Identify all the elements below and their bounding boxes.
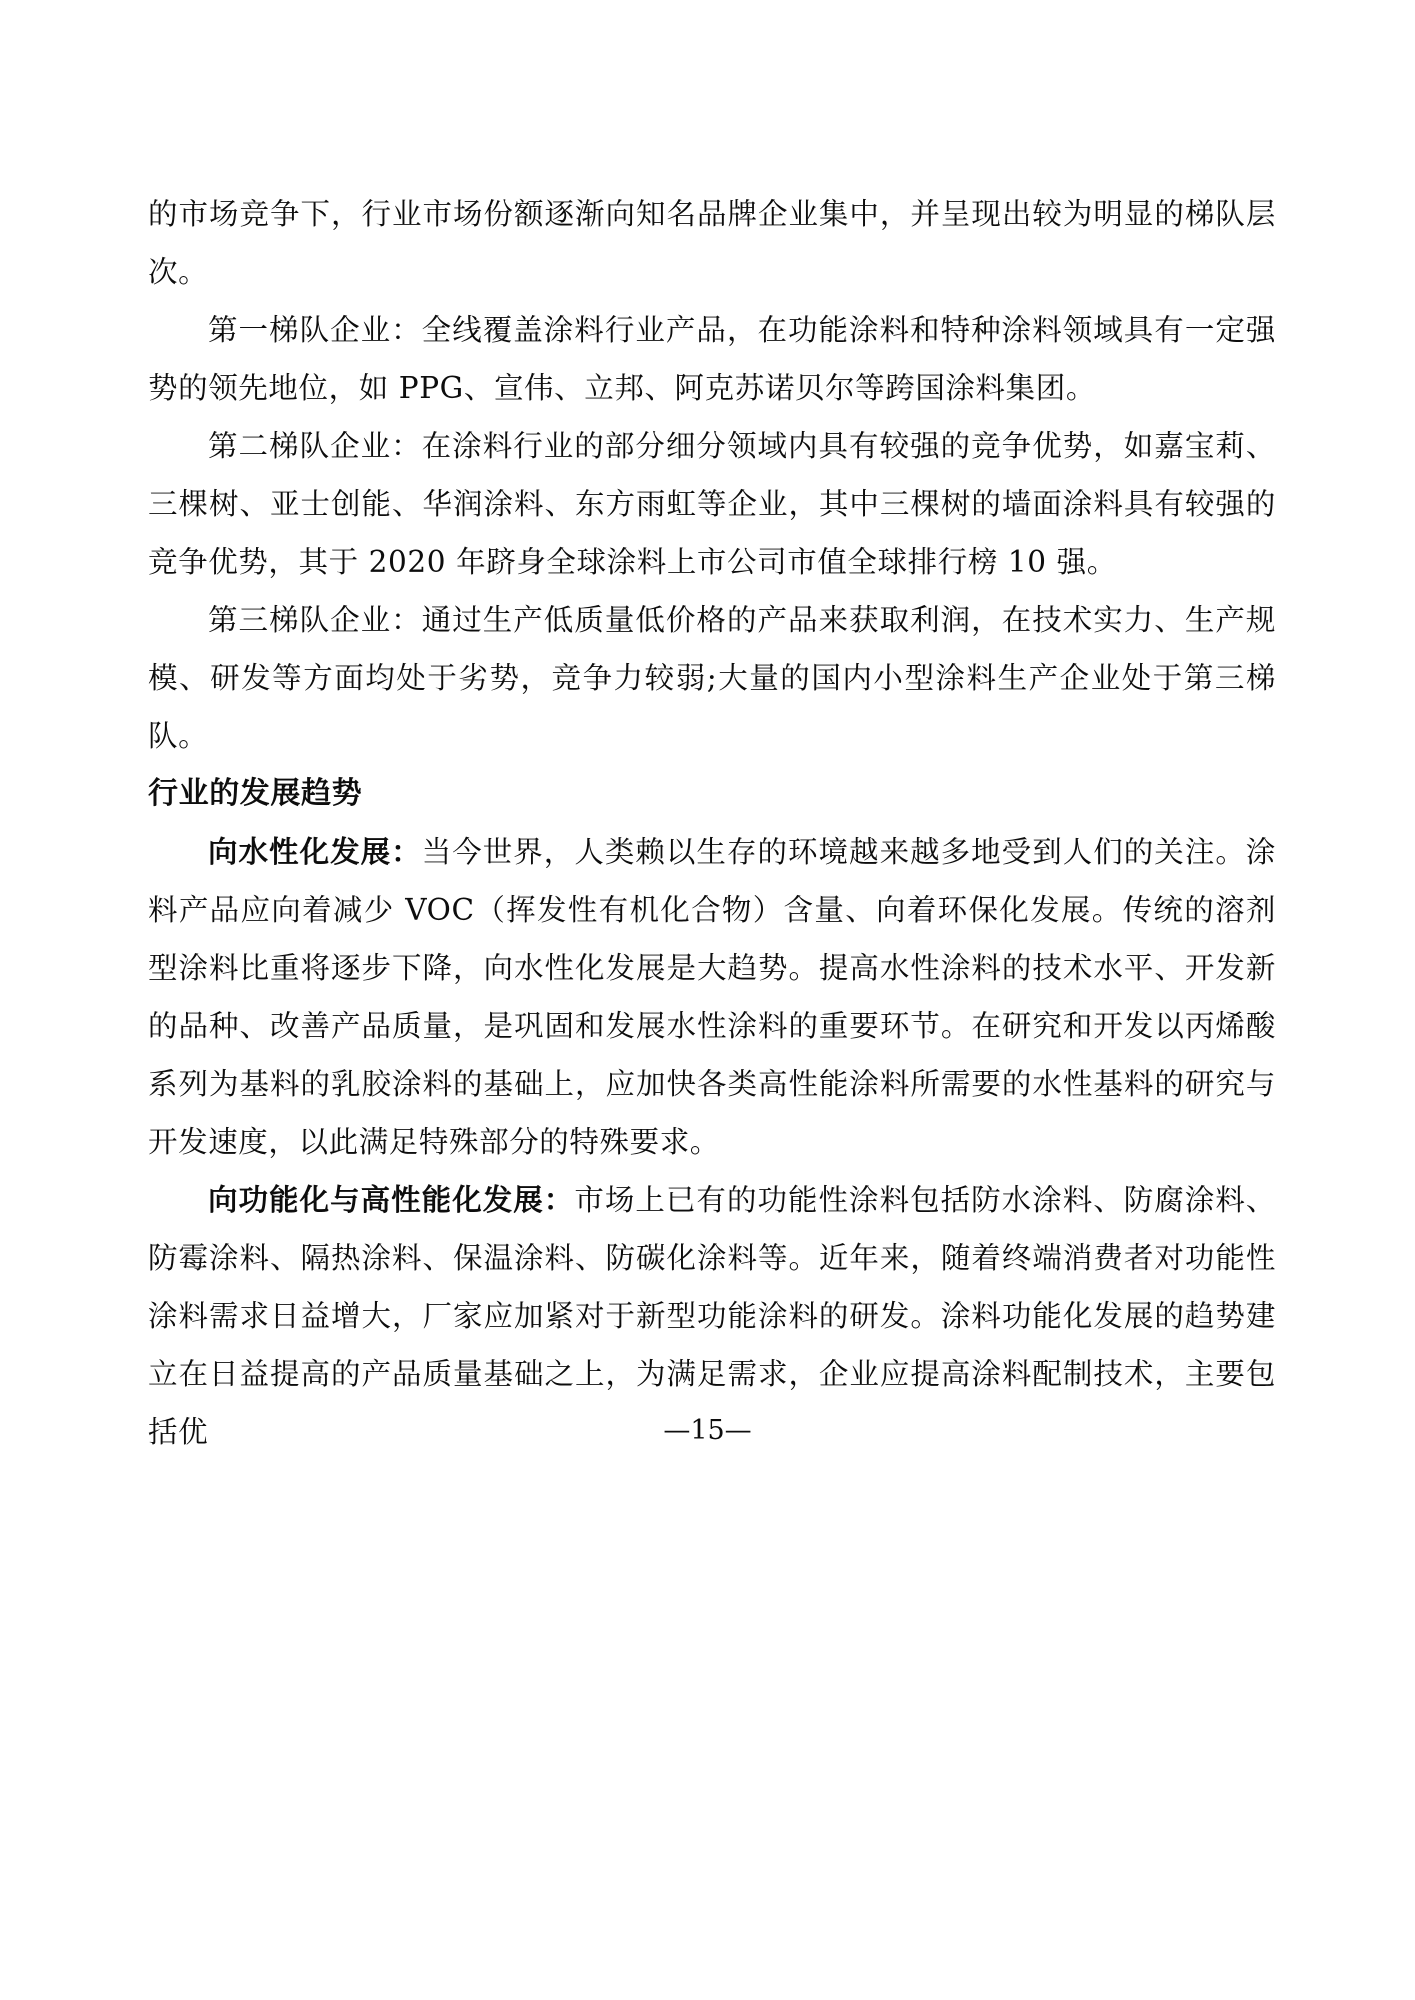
paragraph-text-functional: 市场上已有的功能性涂料包括防水涂料、防腐涂料、防霉涂料、隔热涂料、保温涂料、防碳化涂料等。近年来，随着终端消费者对功能性涂料需求日益增大，厂家应加紧对于新型功能涂料的研发。涂料功能化发展的趋势建立在日益提高的产品质量基础之上，为满足需求，企业应提高涂料配制技术，主要包括优 [148, 1183, 1276, 1449]
section-heading-industry-trends: 行业的发展趋势 [148, 776, 363, 811]
paragraph-tier-three: 第三梯队企业：通过生产低质量低价格的产品来获取利润，在技术实力、生产规模、研发等方面均处于劣势，竞争力较弱;大量的国内小型涂料生产企业处于第三梯队。 [148, 603, 1276, 753]
page-number: —15— [663, 1415, 752, 1446]
paragraph-lead-functional: 向功能化与高性能化发展： [208, 1182, 575, 1217]
paragraph-continuation: 的市场竞争下，行业市场份额逐渐向知名品牌企业集中，并呈现出较为明显的梯队层次。 [148, 197, 1276, 289]
paragraph-text-waterborne: 当今世界，人类赖以生存的环境越来越多地受到人们的关注。涂料产品应向着减少 VOC（挥发性有机化合物）含量、向着环保化发展。传统的溶剂型涂料比重将逐步下降，向水性化发展是大趋势。提高水性涂料的技术水平、开发新的品种、改善产品质量，是巩固和发展水性涂料的重要环节。在研究和开发以丙烯酸系列为基料的乳胶涂料的基础上，应加快各类高性能涂料所需要的水性基料的研究与开发速度，以此满足特殊部分的特殊要求。 [148, 835, 1276, 1159]
paragraph-waterborne-trend [148, 823, 1276, 1171]
page-body [148, 185, 1276, 1461]
paragraph-tier-one: 第一梯队企业：全线覆盖涂料行业产品，在功能涂料和特种涂料领域具有一定强势的领先地位，如 PPG、宣伟、立邦、阿克苏诺贝尔等跨国涂料集团。 [148, 313, 1276, 405]
paragraph-lead-waterborne: 向水性化发展： [208, 834, 422, 869]
paragraph-tier-two: 第二梯队企业：在涂料行业的部分细分领域内具有较强的竞争优势，如嘉宝莉、三棵树、亚士创能、华润涂料、东方雨虹等企业，其中三棵树的墙面涂料具有较强的竞争优势，其于 2020 年跻身全球涂料上市公司市值全球排行榜 10 强。 [148, 429, 1276, 579]
